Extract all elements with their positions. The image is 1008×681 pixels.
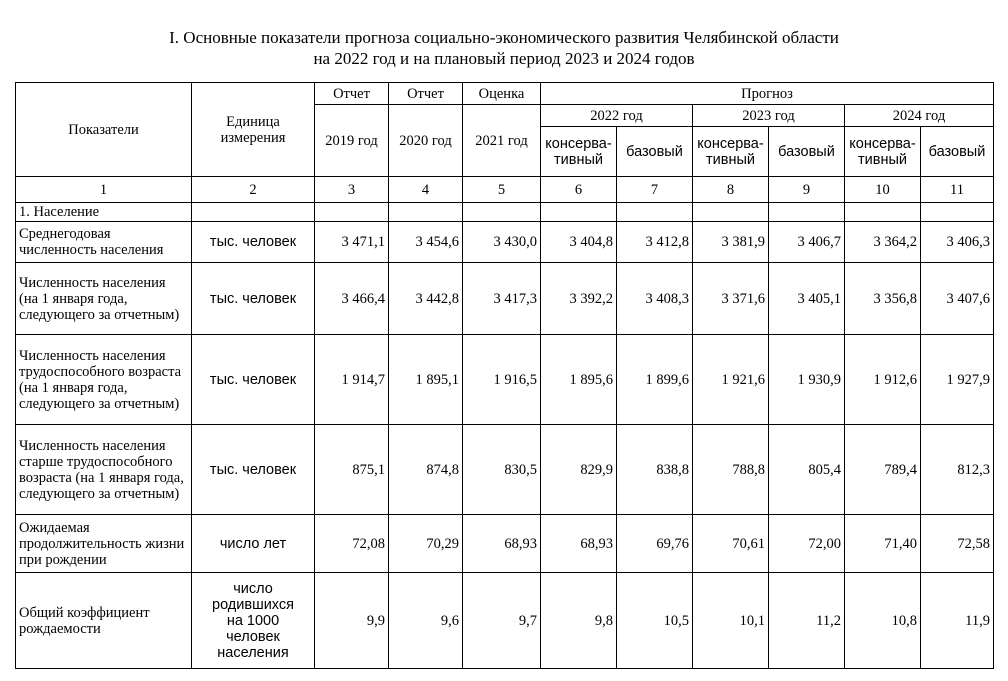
title-line-2: на 2022 год и на плановый период 2023 и 2024 годов <box>313 49 695 68</box>
header-base-2023: базовый <box>769 127 845 177</box>
column-number: 11 <box>921 177 994 203</box>
value-cell: 3 407,6 <box>921 263 994 335</box>
value-cell: 10,5 <box>617 573 693 669</box>
header-forecast: Прогноз <box>541 83 994 105</box>
value-cell: 3 392,2 <box>541 263 617 335</box>
value-cell: 9,7 <box>463 573 541 669</box>
value-cell: 71,40 <box>845 515 921 573</box>
value-cell: 3 406,7 <box>769 222 845 263</box>
unit-cell: число родившихся на 1000 человек населения <box>192 573 315 669</box>
value-cell: 830,5 <box>463 425 541 515</box>
column-number: 8 <box>693 177 769 203</box>
header-conservative-2024: консерва-тивный <box>845 127 921 177</box>
value-cell: 72,00 <box>769 515 845 573</box>
header-conservative-2023: консерва-тивный <box>693 127 769 177</box>
indicators-table <box>15 82 994 669</box>
value-cell: 875,1 <box>315 425 389 515</box>
value-cell: 3 404,8 <box>541 222 617 263</box>
value-cell: 1 912,6 <box>845 335 921 425</box>
value-cell: 69,76 <box>617 515 693 573</box>
value-cell: 1 914,7 <box>315 335 389 425</box>
header-year-2022: 2022 год <box>541 105 693 127</box>
column-number: 6 <box>541 177 617 203</box>
value-cell: 3 408,3 <box>617 263 693 335</box>
value-cell: 874,8 <box>389 425 463 515</box>
value-cell: 1 895,6 <box>541 335 617 425</box>
value-cell: 70,61 <box>693 515 769 573</box>
value-cell: 9,6 <box>389 573 463 669</box>
section-row <box>16 203 994 222</box>
header-row-1 <box>16 83 994 105</box>
header-report-2020: Отчет <box>389 83 463 105</box>
column-number: 3 <box>315 177 389 203</box>
table-row <box>16 515 994 573</box>
value-cell: 3 381,9 <box>693 222 769 263</box>
indicator-name: Общий коэффициент рождаемости <box>16 573 192 669</box>
value-cell: 72,58 <box>921 515 994 573</box>
header-conservative-2022: консерва-тивный <box>541 127 617 177</box>
value-cell: 3 364,2 <box>845 222 921 263</box>
column-number: 1 <box>16 177 192 203</box>
value-cell: 1 895,1 <box>389 335 463 425</box>
value-cell: 3 371,6 <box>693 263 769 335</box>
header-base-2024: базовый <box>921 127 994 177</box>
indicator-name: Ожидаемая продолжительность жизни при рождении <box>16 515 192 573</box>
value-cell: 1 899,6 <box>617 335 693 425</box>
value-cell: 1 921,6 <box>693 335 769 425</box>
column-number: 5 <box>463 177 541 203</box>
table-row <box>16 573 994 669</box>
table-row <box>16 425 994 515</box>
value-cell: 3 430,0 <box>463 222 541 263</box>
value-cell: 10,8 <box>845 573 921 669</box>
value-cell: 3 405,1 <box>769 263 845 335</box>
value-cell: 1 916,5 <box>463 335 541 425</box>
header-year-2021: 2021 год <box>463 105 541 177</box>
unit-cell: тыс. человек <box>192 222 315 263</box>
section-title: 1. Население <box>16 203 192 222</box>
value-cell: 1 927,9 <box>921 335 994 425</box>
header-year-2020: 2020 год <box>389 105 463 177</box>
value-cell: 70,29 <box>389 515 463 573</box>
header-unit: Единица измерения <box>192 83 315 177</box>
table-row <box>16 335 994 425</box>
value-cell: 10,1 <box>693 573 769 669</box>
value-cell: 68,93 <box>541 515 617 573</box>
unit-cell: тыс. человек <box>192 425 315 515</box>
value-cell: 72,08 <box>315 515 389 573</box>
indicator-name: Среднегодовая численность населения <box>16 222 192 263</box>
indicator-name: Численность населения (на 1 января года, следующего за отчетным) <box>16 263 192 335</box>
header-year-2019: 2019 год <box>315 105 389 177</box>
column-number: 10 <box>845 177 921 203</box>
unit-cell: тыс. человек <box>192 263 315 335</box>
value-cell: 3 466,4 <box>315 263 389 335</box>
unit-cell: тыс. человек <box>192 335 315 425</box>
value-cell: 812,3 <box>921 425 994 515</box>
column-numbers-row <box>16 177 994 203</box>
value-cell: 788,8 <box>693 425 769 515</box>
column-number: 9 <box>769 177 845 203</box>
header-year-2024: 2024 год <box>845 105 994 127</box>
header-estimate: Оценка <box>463 83 541 105</box>
indicator-name: Численность населения старше трудоспособного возраста (на 1 января года, следующего за отчетным) <box>16 425 192 515</box>
value-cell: 3 417,3 <box>463 263 541 335</box>
document-title <box>0 27 1008 69</box>
header-year-2023: 2023 год <box>693 105 845 127</box>
title-line-1: I. Основные показатели прогноза социально-экономического развития Челябинской области <box>169 28 839 47</box>
value-cell: 11,2 <box>769 573 845 669</box>
value-cell: 838,8 <box>617 425 693 515</box>
value-cell: 789,4 <box>845 425 921 515</box>
value-cell: 9,8 <box>541 573 617 669</box>
column-number: 7 <box>617 177 693 203</box>
value-cell: 3 406,3 <box>921 222 994 263</box>
value-cell: 1 930,9 <box>769 335 845 425</box>
value-cell: 3 454,6 <box>389 222 463 263</box>
value-cell: 3 471,1 <box>315 222 389 263</box>
column-number: 2 <box>192 177 315 203</box>
value-cell: 3 412,8 <box>617 222 693 263</box>
value-cell: 9,9 <box>315 573 389 669</box>
table-row <box>16 222 994 263</box>
value-cell: 829,9 <box>541 425 617 515</box>
column-number: 4 <box>389 177 463 203</box>
value-cell: 11,9 <box>921 573 994 669</box>
value-cell: 3 442,8 <box>389 263 463 335</box>
header-base-2022: базовый <box>617 127 693 177</box>
value-cell: 68,93 <box>463 515 541 573</box>
value-cell: 805,4 <box>769 425 845 515</box>
indicator-name: Численность населения трудоспособного возраста (на 1 января года, следующего за отчетным) <box>16 335 192 425</box>
value-cell: 3 356,8 <box>845 263 921 335</box>
header-indicator: Показатели <box>16 83 192 177</box>
table-row <box>16 263 994 335</box>
unit-cell: число лет <box>192 515 315 573</box>
header-report-2019: Отчет <box>315 83 389 105</box>
